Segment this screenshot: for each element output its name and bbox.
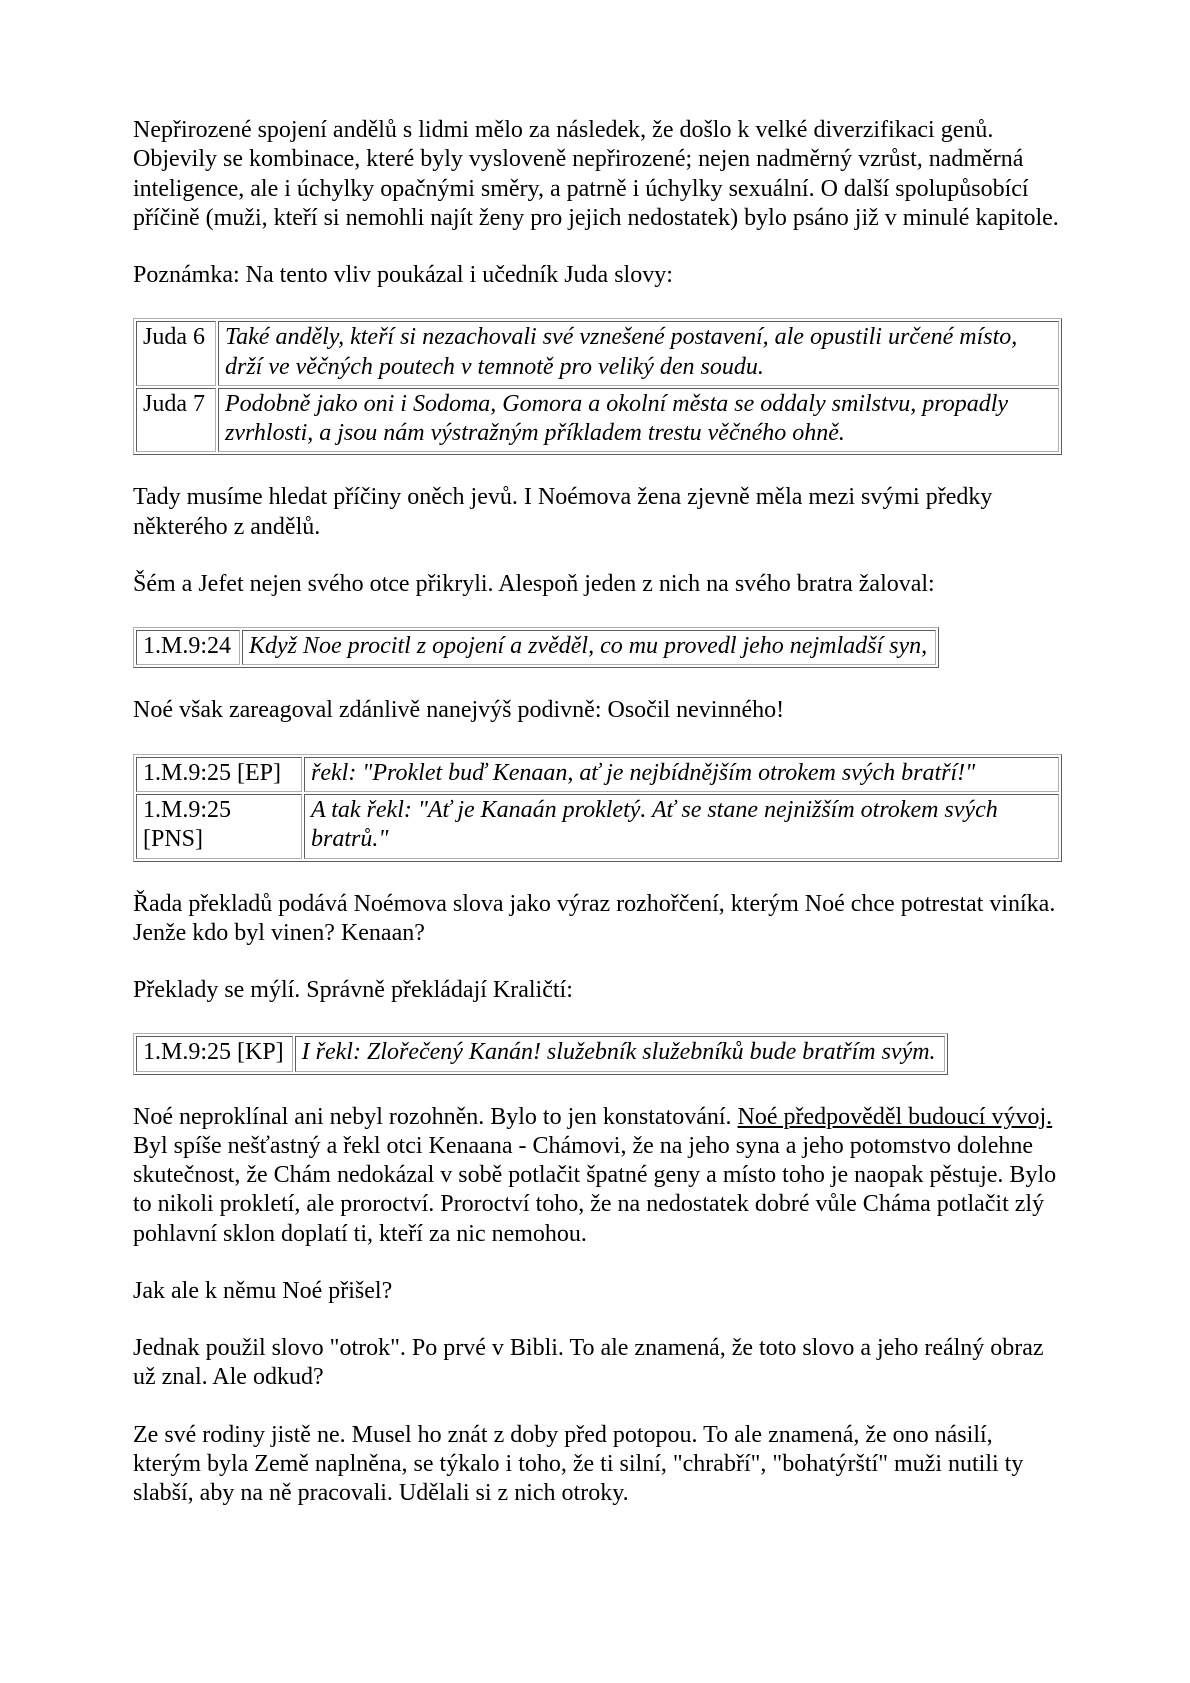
verse-table-gen-9-25-kp	[133, 1033, 948, 1074]
verse-text: řekl: "Proklet buď Kenaan, ať je nejbídnějším otrokem svých bratří!"	[304, 757, 1059, 792]
verse-text: Podobně jako oni i Sodoma, Gomora a okolní města se oddaly smilstvu, propadly zvrhlosti, a jsou nám výstražným příkladem trestu věčného ohně.	[218, 388, 1059, 453]
verse-ref: Juda 6	[136, 321, 216, 386]
paragraph-jak: Jak ale k němu Noé přišel?	[133, 1277, 393, 1304]
table-row	[136, 794, 1059, 859]
verse-ref: Juda 7	[136, 388, 216, 453]
paragraph-tady: Tady musíme hledat příčiny oněch jevů. I Noémova žena zjevně měla mezi svými předky některého z andělů.	[133, 484, 993, 540]
verse-ref: 1.M.9:25 [EP]	[136, 757, 302, 792]
table-row	[136, 757, 1059, 792]
verse-text: I řekl: Zlořečený Kanán! služebník služebníků bude bratřím svým.	[295, 1036, 945, 1071]
paragraph-segment-plain: Noé neproklínal ani nebyl rozohněn. Bylo to jen konstatování.	[133, 1103, 738, 1130]
table-row	[136, 1036, 945, 1071]
verse-ref: 1.M.9:25 [KP]	[136, 1036, 293, 1071]
paragraph-segment-underlined: Noé předpověděl budoucí vývoj.	[737, 1103, 1053, 1130]
paragraph-sem-jefet: Šém a Jefet nejen svého otce přikryli. Alespoň jeden z nich na svého bratra žaloval:	[133, 570, 935, 597]
paragraph-noe-neproklinal	[133, 1103, 1062, 1249]
verse-text: A tak řekl: "Ať je Kanaán prokletý. Ať se stane nejnižším otrokem svých bratrů."	[304, 794, 1059, 859]
table-row	[136, 321, 1059, 386]
paragraph-noe-vsak: Noé však zareagoval zdánlivě nanejvýš podivně: Osočil nevinného!	[133, 697, 785, 724]
verse-ref: 1.M.9:25 [PNS]	[136, 794, 302, 859]
verse-table-juda	[133, 318, 1062, 455]
table-row	[136, 388, 1059, 453]
verse-table-gen-9-24	[133, 627, 939, 668]
paragraph-jednak: Jednak použil slovo "otrok". Po prvé v Bibli. To ale znamená, že toto slovo a jeho reálný obraz už znal. Ale odkud?	[133, 1335, 1044, 1391]
paragraph-note: Poznámka: Na tento vliv poukázal i učedník Juda slovy:	[133, 262, 673, 289]
paragraph-segment-plain: Byl spíše nešťastný a řekl otci Kenaana - Chámovi, že na jeho syna a jeho potomstvo dolehne skutečnost, že Chám nedokázal v sobě potlačit špatné geny a místo toho je naopak pěstuje. Bylo to nikoli prokletí, ale proroctví. Proroctví toho, že na nedostatek dobré vůle Cháma potlačit zlý pohlavní sklon doplatí ti, kteří za nic nemohou.	[133, 1132, 1057, 1247]
verse-ref: 1.M.9:24	[136, 630, 240, 665]
verse-table-gen-9-25	[133, 754, 1062, 862]
verse-text: Také anděly, kteří si nezachovali své vznešené postavení, ale opustili určené místo, drží ve věčných poutech v temnotě pro veliký den soudu.	[218, 321, 1059, 386]
paragraph-preklady: Překlady se mýlí. Správně překládají Kraličtí:	[133, 977, 573, 1004]
paragraph-intro: Nepřirozené spojení andělů s lidmi mělo za následek, že došlo k velké diverzifikaci genů. Objevily se kombinace, které byly vysloveně nepřirozené; nejen nadměrný vzrůst, nadměrná inteligence, ale i úchylky opačnými směry, a patrně i úchylky sexuální. O další spolupůsobící příčině (muži, kteří si nemohli najít ženy pro jejich nedostatek) bylo psáno již v minulé kapitole.	[133, 117, 1059, 231]
verse-text: Když Noe procitl z opojení a zvěděl, co mu provedl jeho nejmladší syn,	[242, 630, 936, 665]
paragraph-ze-sve: Ze své rodiny jistě ne. Musel ho znát z doby před potopou. To ale znamená, že ono násilí, kterým byla Země naplněna, se týkalo i toho, že ti silní, "chrabří", "bohatýrští" muži nutili ty slabší, aby na ně pracovali. Udělali si z nich otroky.	[133, 1421, 1024, 1507]
table-row	[136, 630, 936, 665]
paragraph-rada: Řada překladů podává Noémova slova jako výraz rozhořčení, kterým Noé chce potrestat viníka. Jenže kdo byl vinen? Kenaan?	[133, 890, 1056, 946]
